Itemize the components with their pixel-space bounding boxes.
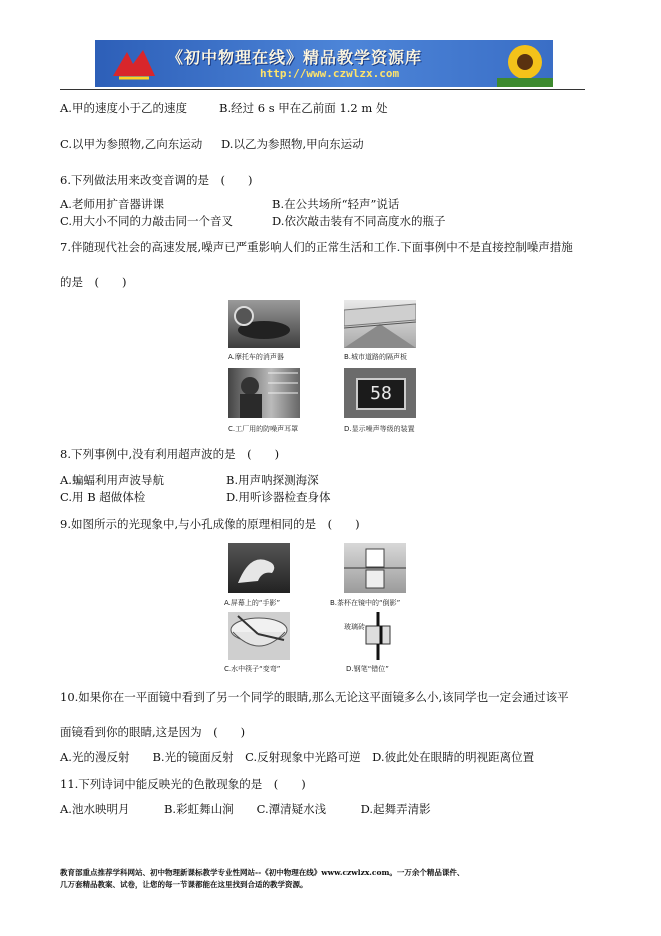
site-logo-icon (109, 46, 161, 82)
glass-block-label: 玻璃砖 (344, 623, 365, 631)
q7-figure-d-caption: D.显示噪声等级的装置 (344, 425, 415, 433)
q9-figure-c-image (228, 612, 290, 660)
q6-stem: 6.下列做法用来改变音调的是 ( ) (60, 173, 253, 187)
q5-option-d: D.以乙为参照物,甲向东运动 (221, 137, 364, 151)
q5-option-c: C.以甲为参照物,乙向东运动 (60, 137, 203, 151)
q5-option-b: B.经过 6 s 甲在乙前面 1.2 m 处 (219, 101, 388, 115)
header-rule (60, 89, 585, 90)
q7-figure-a-image (228, 300, 300, 348)
noise-display-readout: 58 (356, 378, 406, 410)
header-banner (95, 40, 553, 87)
q10-stem-line2: 面镜看到你的眼睛,这是因为 ( ) (60, 725, 246, 739)
q9-figure-d-caption: D.钢笔“错位” (346, 665, 389, 673)
q9-figure-a-image (228, 543, 290, 593)
q6-option-b: B.在公共场所“轻声”说话 (272, 197, 400, 211)
q8-option-d: D.用听诊器检查身体 (226, 490, 331, 504)
q7-figure-c-caption: C.工厂用的防噪声耳罩 (228, 425, 299, 433)
footer-line1: 教育部重点推荐学科网站、初中物理新课标教学专业性网站--《初中物理在线》www.czwlzx.com。一万余个精品课件、 (60, 868, 465, 877)
q7-stem-line2: 的是 ( ) (60, 275, 127, 289)
sunflower-icon (497, 40, 553, 87)
q8-stem: 8.下列事例中,没有利用超声波的是 ( ) (60, 447, 280, 461)
q6-option-c: C.用大小不同的力敲击同一个音叉 (60, 214, 234, 228)
q7-figure-d-image (344, 368, 416, 418)
q10-options: A.光的漫反射 B.光的镜面反射 C.反射现象中光路可逆 D.彼此处在眼睛的明视距离位置 (60, 750, 535, 764)
q9-figure-a-caption: A.屏幕上的“手影” (224, 599, 281, 607)
q6-option-a: A.老师用扩音器讲课 (60, 197, 164, 211)
banner-title: 《初中物理在线》精品教学资源库 (167, 48, 423, 67)
q7-figure-c-image (228, 368, 300, 418)
q9-figure-b-caption: B.茶杯在镜中的“倒影” (330, 599, 401, 607)
q8-option-a: A.蝙蝠利用声波导航 (60, 473, 164, 487)
q9-figure-b-image (344, 543, 406, 593)
q7-figure-b-image (344, 300, 416, 348)
q8-option-c: C.用 B 超做体检 (60, 490, 146, 504)
footer-line2: 几万套精品教案、试卷，让您的每一节课都能在这里找到合适的教学资源。 (60, 880, 308, 889)
banner-url[interactable]: http://www.czwlzx.com (260, 67, 400, 80)
q9-figure-d-image (344, 612, 406, 660)
q7-figure-a-caption: A.摩托车的消声器 (228, 353, 284, 361)
q11-options: A.池水映明月 B.彩虹舞山涧 C.潭清疑水浅 D.起舞弄清影 (60, 802, 431, 816)
q6-option-d: D.依次敲击装有不同高度水的瓶子 (272, 214, 446, 228)
q8-option-b: B.用声呐探测海深 (226, 473, 319, 487)
q10-stem-line1: 10.如果你在一平面镜中看到了另一个同学的眼睛,那么无论这平面镜多么小,该同学也一定会通过该平 (60, 690, 569, 704)
q9-figure-c-caption: C.水中筷子“变弯” (224, 665, 281, 673)
q7-stem-line1: 7.伴随现代社会的高速发展,噪声已严重影响人们的正常生活和工作.下面事例中不是直接控制噪声措施 (60, 240, 573, 254)
q9-stem: 9.如图所示的光现象中,与小孔成像的原理相同的是 ( ) (60, 517, 360, 531)
q7-figure-b-caption: B.城市道路的隔声板 (344, 353, 408, 361)
q11-stem: 11.下列诗词中能反映光的色散现象的是 ( ) (60, 777, 306, 791)
q5-option-a: A.甲的速度小于乙的速度 (60, 101, 187, 115)
